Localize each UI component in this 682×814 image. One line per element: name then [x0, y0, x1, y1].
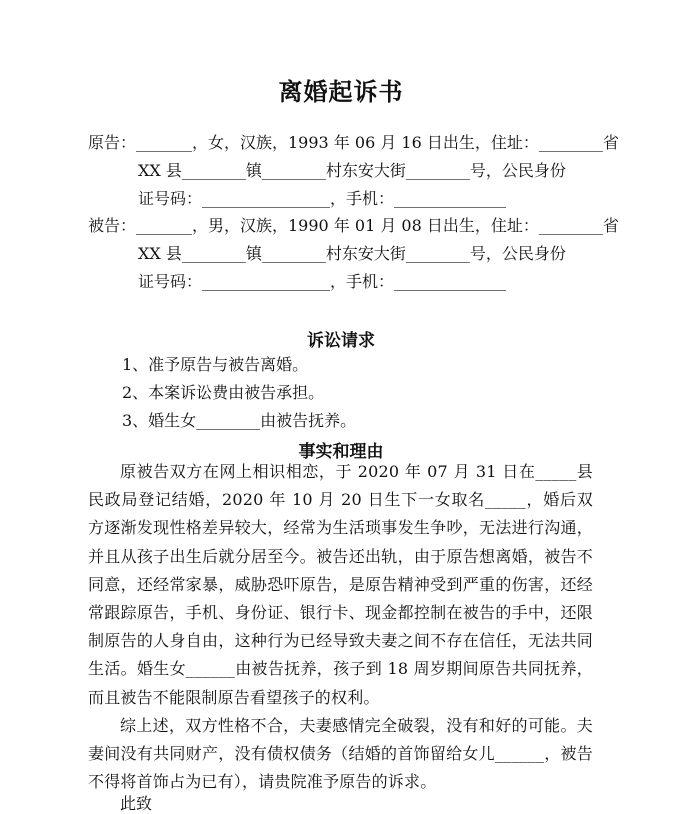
plaintiff-line-1: 原告：_______，女，汉族，1993 年 06 月 16 日出生，住址：________省 [88, 133, 619, 152]
defendant-line-2: XX 县________镇________村东安大街________号，公民身份 [138, 244, 566, 263]
claim-item-2: 2、本案诉讼费由被告承担。 [122, 383, 325, 402]
document-title: 离婚起诉书 [278, 77, 404, 106]
claims-heading: 诉讼请求 [307, 331, 375, 351]
defendant-line-3: 证号码：________________，手机：______________ [138, 272, 507, 291]
closing-salutation: 此致 [120, 794, 153, 813]
defendant-line-1: 被告：_______，男，汉族，1990 年 01 月 08 日出生，住址：________省 [88, 216, 619, 235]
facts-paragraph-1: 原被告双方在网上相识相恋，于 2020 年 07 月 31 日在_____县民政局登记结婚，2020 年 10 月 20 日生下一女取名_____，婚后双方逐渐发现性格差异较大，经常为生活琐事发生争吵，无法进行沟通，并且从孩子出生后就分居至今。被告还出轨，由于原告想离婚，被告不同意，还经常家暴，威胁恐吓原告，是原告精神受到严重的伤害，还经常跟踪原告，手机、身份证、银行卡、现金都控制在被告的手中，还限制原告的人身自由，这种行为已经导致夫妻之间不存在信任，无法共同生活。婚生女______由被告抚养，孩子到 18 周岁期间原告共同抚养，而且被告不能限制原告看望孩子的权利。 [88, 462, 593, 707]
facts-body [88, 458, 593, 796]
cut-off-closing-line [88, 794, 593, 813]
facts-paragraph-2: 综上述，双方性格不合，夫妻感情完全破裂，没有和好的可能。夫妻间没有共同财产，没有债权债务（结婚的首饰留给女儿______，被告不得将首饰占为已有），请贵院准予原告的诉求。 [88, 715, 593, 792]
plaintiff-line-2: XX 县________镇________村东安大街________号，公民身份 [138, 161, 566, 180]
claim-item-1: 1、准予原告与被告离婚。 [122, 355, 309, 374]
claim-item-3: 3、婚生女________由被告抚养。 [122, 411, 357, 430]
facts-heading: 事实和理由 [298, 442, 384, 462]
plaintiff-line-3: 证号码：________________，手机：______________ [138, 189, 507, 208]
